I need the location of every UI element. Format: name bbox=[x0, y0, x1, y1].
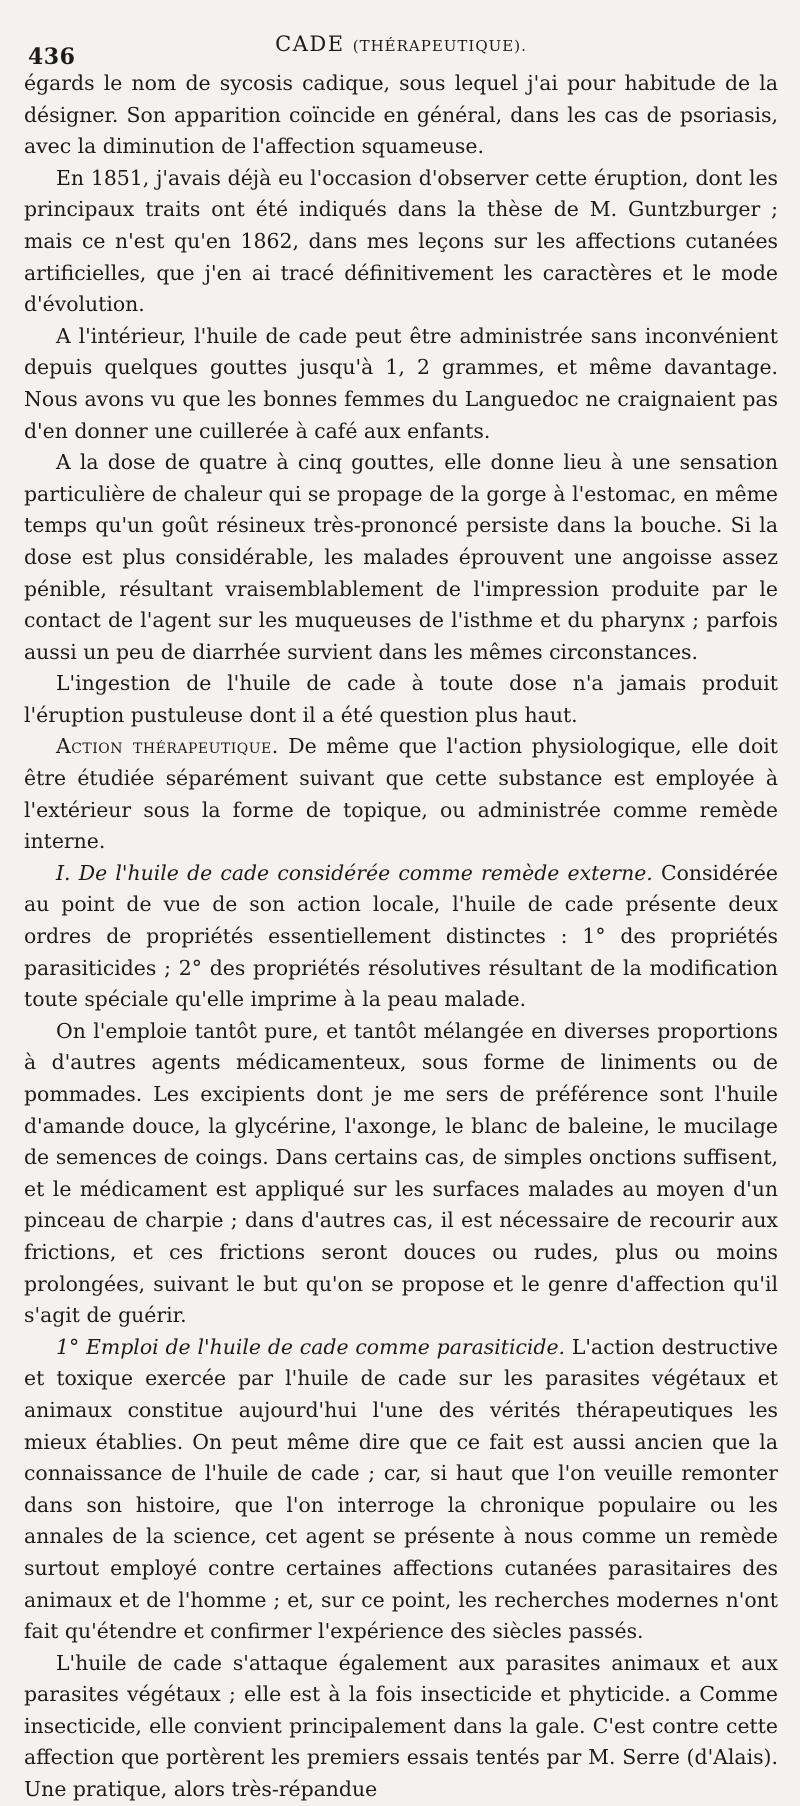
paragraph: A l'intérieur, l'huile de cade peut être administrée sans inconvénient depuis quelques gouttes jusqu'à 1, 2 grammes, et même davantage. Nous avons vu que les bonnes femmes du Languedoc ne craignaient pas d'en donner une cuillerée à café aux enfants. bbox=[24, 323, 778, 443]
section-heading: Action thérapeutique. bbox=[56, 734, 279, 759]
running-head-title: CADE bbox=[275, 32, 345, 56]
paragraph-text: Considérée au point de vue de son action locale, l'huile de cade présente deux ordres de propriétés essentiellement distinctes : 1° des propriétés parasiticides ; 2° des propriétés résolutives résultant de la modification toute spéciale qu'elle imprime à la peau malade. bbox=[24, 860, 779, 1012]
subsection-heading: I. De l'huile de cade considérée comme remède externe. bbox=[56, 860, 653, 885]
page-number: 436 bbox=[28, 44, 76, 70]
paragraph: En 1851, j'avais déjà eu l'occasion d'observer cette éruption, dont les principaux traits ont été indiqués dans la thèse de M. Guntzburger ; mais ce n'est qu'en 1862, dans mes leçons sur les affections cutanées artificielles, que j'en ai tracé définitivement les caractères et le mode d'évolution. bbox=[24, 165, 778, 317]
subsection-heading: 1° Emploi de l'huile de cade comme parasiticide. bbox=[56, 1334, 566, 1359]
paragraph-text: L'action destructive et toxique exercée par l'huile de cade sur les parasites végétaux et animaux constitue aujourd'hui l'une des vérités thérapeutiques les mieux établies. On peut même dire que ce fait est aussi ancien que la connaissance de l'huile de cade ; car, si haut que l'on veuille remonter dans son histoire, que l'on interroge la chronique populaire ou les annales de la science, cet agent se présente à nous comme un remède surtout employé contre certaines affections cutanées parasitaires des animaux et de l'homme ; et, sur ce point, les recherches modernes n'ont fait qu'étendre et confirmer l'expérience des siècles passés. bbox=[24, 1334, 778, 1644]
paragraph: L'ingestion de l'huile de cade à toute dose n'a jamais produit l'éruption pustuleuse dont il a été question plus haut. bbox=[24, 671, 778, 727]
paragraph bbox=[24, 1332, 778, 1648]
paragraph bbox=[24, 731, 778, 857]
paragraph: égards le nom de sycosis cadique, sous lequel j'ai pour habitude de la désigner. Son apparition coïncide en général, dans les cas de psoriasis, avec la diminution de l'affection squameuse. bbox=[24, 71, 778, 159]
running-head bbox=[24, 32, 778, 56]
paragraph bbox=[24, 858, 778, 1016]
paragraph: L'huile de cade s'attaque également aux parasites animaux et aux parasites végétaux ; elle est à la fois insecticide et phyticide. a Comme insecticide, elle convient principalement dans la gale. C'est contre cette affection que portèrent les premiers essais tentés par M. Serre (d'Alais). Une pratique, alors très-répandue bbox=[24, 1650, 778, 1802]
page-header bbox=[24, 26, 778, 70]
running-head-subtitle: (THÉRAPEUTIQUE). bbox=[352, 37, 527, 55]
paragraph-text: De même que l'action physiologique, elle doit être étudiée séparément suivant que cette substance est employée à l'extérieur sous la forme de topique, ou administrée comme remède interne. bbox=[24, 734, 779, 854]
paragraph: On l'emploie tantôt pure, et tantôt mélangée en diverses proportions à d'autres agents médicamenteux, sous forme de liniments ou de pommades. Les excipients dont je me sers de préférence sont l'huile d'amande douce, la glycérine, l'axonge, le blanc de baleine, le mucilage de semences de coings. Dans certains cas, de simples onctions suffisent, et le médicament est appliqué sur les surfaces malades au moyen d'un pinceau de charpie ; dans d'autres cas, il est nécessaire de recourir aux frictions, et ces frictions seront douces ou rudes, plus ou moins prolongées, suivant le but qu'on se propose et le genre d'affection qu'il s'agit de guérir. bbox=[24, 1018, 778, 1328]
paragraph: A la dose de quatre à cinq gouttes, elle donne lieu à une sensation particulière de chaleur qui se propage de la gorge à l'estomac, en même temps qu'un goût résineux très-prononcé persiste dans la bouche. Si la dose est plus considérable, les malades éprouvent une angoisse assez pénible, résultant vraisemblablement de l'impression produite par le contact de l'agent sur les muqueuses de l'isthme et du pharynx ; parfois aussi un peu de diarrhée survient dans les mêmes circonstances. bbox=[24, 450, 778, 664]
body-text bbox=[24, 68, 778, 1806]
